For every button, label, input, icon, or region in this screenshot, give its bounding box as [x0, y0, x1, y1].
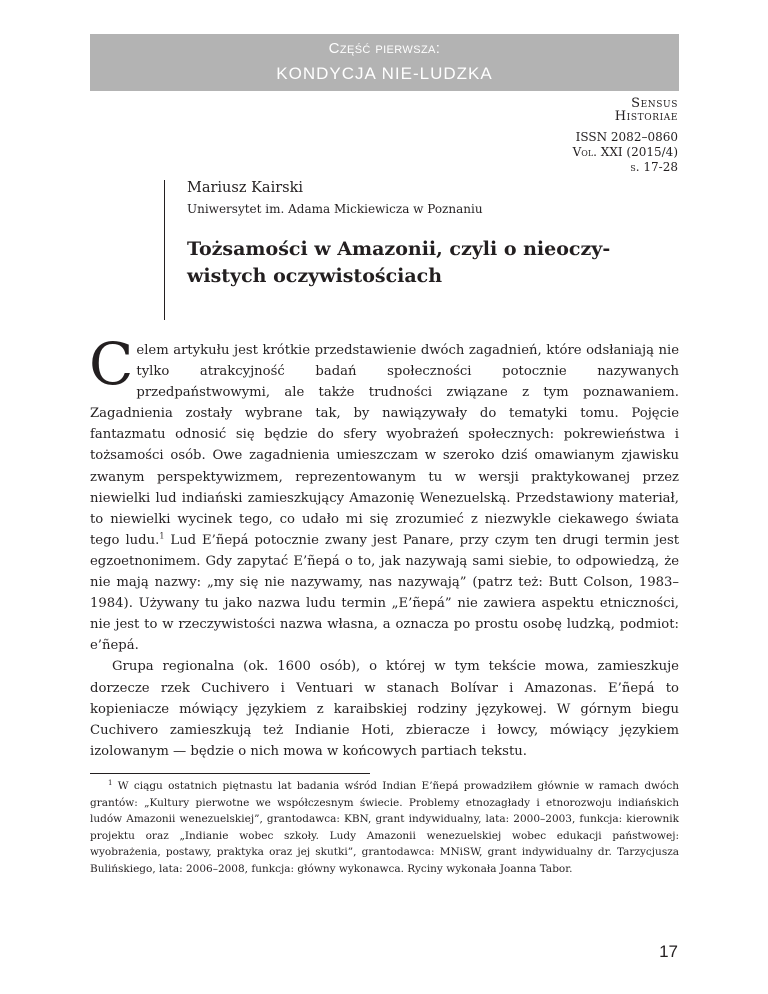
section-banner [90, 34, 679, 91]
footnote-rule [90, 773, 370, 774]
part-label: Część pierwsza: [328, 40, 441, 57]
journal-name-line2: Historiae [614, 109, 678, 124]
page-number: 17 [659, 942, 678, 961]
footnote [90, 778, 679, 878]
footnote-ref[interactable]: 1 [159, 531, 165, 541]
author-name: Mariusz Kairski [187, 180, 303, 196]
drop-cap: C [89, 330, 134, 398]
paragraph-1-text-b: Lud E’ñepá potocznie zwany jest Panare, przy czym ten drugi termin jest egzoetnonimem. Gdy zapytać E’ñepá o to, jak nazywają sami siebie, to odpowiedzą, że nie mają nazwy: „my się nie nazywamy, nas nazywają” (patrz też: Butt Colson, 1983–1984). Używany tu jako nazwa ludu termin „E’ñepá” nie zawiera aspektu etniczności, nie jest to w rzeczywistości nazwa własna, a oznacza po prostu osobę ludzką, podmiot: e’ñepá. [90, 532, 680, 654]
journal-issn: ISSN 2082–0860 [575, 130, 678, 144]
paragraph-2: Grupa regionalna (ok. 1600 osób), o której w tym tekście mowa, zamieszkuje dorzecze rzek Cuchivero i Ventuari w stanach Bolívar i Amazonas. E’ñepá to kopieniacze mówiący językiem z karaibskiej rodziny językowej. W górnym biegu Cuchivero zamieszkują też Indianie Hoti, zbieracze i łowcy, mówiący językiem izolowanym — będzie o nich mowa w końcowych partiach tekstu. [90, 659, 679, 759]
author-divider [164, 180, 165, 320]
paragraph-1 [89, 330, 680, 656]
footnote-text: W ciągu ostatnich piętnastu lat badania wśród Indian E’ñepá prowadziłem głównie w ramach dwóch grantów: „Kultury pierwotne we współczesnym świecie. Problemy etnozagłady i etnorozwoju indiańskich ludów Amazonii wenezuelskiej”, grantodawca: KBN, grant indywidualny, lata: 2000–2003, funkcja: kierownik projektu oraz „Indianie wobec szkoły. Ludy Amazonii wenezuelskiej wobec edukacji państwowej: wyobrażenia, postawy, praktyka oraz jej skutki”, grantodawca: MNiSW, grant indywidualny dr. Tarzycjusza Bulińskiego, lata: 2006–2008, funkcja: główny wykonawca. Ryciny wykonała Joanna Tabor. [90, 780, 679, 875]
journal-info [573, 97, 678, 175]
paragraph-1-text-a: elem artykułu jest krótkie przedstawienie dwóch zagadnień, które odsłaniają nie tylko atrakcyjność badań społeczności potocznie nazywanych przedpaństwowymi, ale także trudności związane z tym poznawaniem. Zagadnienia zostały wybrane tak, by nawiązywały do tematyki tomu. Pojęcie fantazmatu odnosić się będzie do sfery wyobrażeń społecznych: pokrewieństwa i tożsamości osób. Owe zagadnienia umieszczam w szeroko dziś omawianym zjawisku zwanym perspektywizmem, reprezentowanym tu w wersji praktykowanej przez niewielki lud indiański zamieszkujący Amazonię Wenezuelską. Przedstawiony materiał, to niewielki wycinek tego, co udało mi się zrozumieć z niezwykle ciekawego świata tego ludu. [90, 343, 679, 548]
journal-pages: s. 17-28 [630, 160, 678, 174]
article-body [89, 330, 680, 762]
footnote-number: 1 [108, 778, 113, 787]
article-title: Tożsamości w Amazonii, czyli o nieoczywistych oczywistościach [187, 238, 611, 287]
author-affiliation: Uniwersytet im. Adama Mickiewicza w Poznaniu [187, 202, 483, 216]
section-title: KONDYCJA NIE-LUDZKA [276, 64, 493, 83]
journal-volume: Vol. XXI (2015/4) [572, 145, 678, 159]
journal-name-line1: Sensus [631, 96, 678, 111]
